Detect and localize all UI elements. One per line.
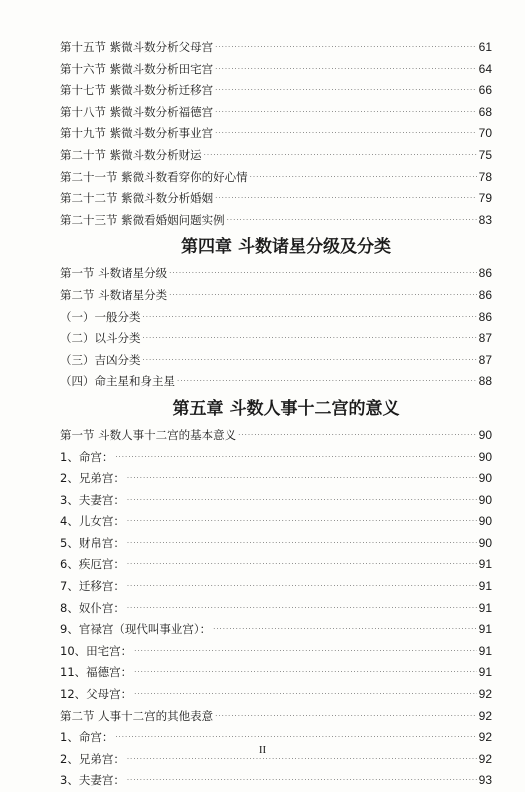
chapter-4-heading: 第四章 斗数诸星分级及分类 xyxy=(181,237,391,258)
dot-leader xyxy=(134,662,477,684)
dot-leader xyxy=(215,123,476,145)
toc-entry-title: （三）吉凶分类 xyxy=(60,352,141,367)
dot-leader xyxy=(143,328,477,350)
toc-entry-page: 68 xyxy=(478,104,492,119)
toc-entry xyxy=(60,145,492,167)
toc-entry-page: 61 xyxy=(478,40,492,54)
toc-group-chapter3-tail xyxy=(60,37,492,231)
toc-entry xyxy=(60,490,492,512)
toc-entry xyxy=(60,770,492,792)
dot-leader xyxy=(127,468,477,490)
toc-entry-title: 12、父母宫： xyxy=(60,687,133,702)
toc-entry xyxy=(60,263,492,285)
toc-entry-title: 5、财帛宫： xyxy=(60,535,125,550)
toc-entry-page: 92 xyxy=(478,708,492,723)
toc-entry xyxy=(60,371,492,393)
toc-entry xyxy=(60,59,492,81)
toc-entry-title: 1、命宫： xyxy=(60,449,114,464)
dot-leader xyxy=(204,145,477,167)
dot-leader xyxy=(238,425,476,447)
toc-entry-page: 86 xyxy=(478,309,492,324)
toc-entry-page: 88 xyxy=(478,374,492,389)
dot-leader xyxy=(169,285,476,307)
toc-entry-title: 第二十二节 紫微斗数分析婚姻 xyxy=(60,191,214,206)
toc-entry xyxy=(60,598,492,620)
toc-entry-title: （一）一般分类 xyxy=(60,309,141,324)
toc-entry-page: 90 xyxy=(478,471,492,486)
toc-entry-page: 83 xyxy=(478,212,492,227)
dot-leader xyxy=(127,533,477,555)
toc-entry-title: 6、疾厄宫： xyxy=(60,557,125,572)
toc-entry-page: 78 xyxy=(478,169,492,184)
toc-entry-page: 91 xyxy=(478,557,492,572)
toc-entry xyxy=(60,350,492,372)
toc-entry-page: 90 xyxy=(478,514,492,529)
toc-entry-title: 第二十节 紫微斗数分析财运 xyxy=(60,147,202,162)
toc-entry xyxy=(60,554,492,576)
toc-entry-page: 90 xyxy=(478,449,492,464)
toc-entry xyxy=(60,425,492,447)
toc-entry-page: 90 xyxy=(478,492,492,507)
toc-entry-page: 75 xyxy=(478,147,492,162)
toc-entry-page: 70 xyxy=(478,126,492,141)
dot-leader xyxy=(215,706,476,728)
toc-entry-title: 2、兄弟宫： xyxy=(60,751,125,766)
toc-entry xyxy=(60,619,492,641)
toc-entry-title: 3、夫妻宫： xyxy=(60,773,125,788)
toc-entry-title: 第二十一节 紫微斗数看穿你的好心情 xyxy=(60,169,248,184)
toc-entry-title: 第十九节 紫微斗数分析事业宫 xyxy=(60,126,214,141)
toc-entry-page: 66 xyxy=(478,83,492,98)
toc-entry-title: 11、福德宫： xyxy=(60,665,133,680)
dot-leader xyxy=(127,554,477,576)
toc-entry xyxy=(60,307,492,329)
dot-leader xyxy=(143,350,477,372)
toc-entry-page: 92 xyxy=(478,687,492,702)
toc-entry-page: 86 xyxy=(478,266,492,281)
toc-entry-title: 第十七节 紫微斗数分析迁移宫 xyxy=(60,83,214,98)
toc-entry-title: 第十六节 紫微斗数分析田宅宫 xyxy=(60,61,214,76)
toc-entry-title: 第十八节 紫微斗数分析福德宫 xyxy=(60,104,214,119)
toc-entry-page: 91 xyxy=(478,643,492,658)
toc-entry-page: 91 xyxy=(478,665,492,680)
toc-entry-title: 第二十三节 紫微看婚姻问题实例 xyxy=(60,212,225,227)
toc-entry-page: 90 xyxy=(478,427,492,442)
dot-leader xyxy=(127,576,477,598)
dot-leader xyxy=(127,598,477,620)
chapter-5-heading: 第五章 斗数人事十二宫的意义 xyxy=(172,398,400,419)
toc-entry-title: （四）命主星和身主星 xyxy=(60,374,175,389)
toc-entry-page: 92 xyxy=(478,751,492,766)
dot-leader xyxy=(215,80,476,102)
toc-entry xyxy=(60,511,492,533)
dot-leader xyxy=(215,59,476,81)
toc-entry-page: 79 xyxy=(478,191,492,206)
dot-leader xyxy=(250,167,477,189)
toc-entry xyxy=(60,662,492,684)
dot-leader xyxy=(177,371,477,393)
page-number: II xyxy=(258,744,267,756)
toc-entry-page: 87 xyxy=(478,352,492,367)
toc-entry-page: 64 xyxy=(478,61,492,76)
toc-entry-title: 第一节 斗数人事十二宫的基本意义 xyxy=(60,427,237,442)
toc-entry xyxy=(60,684,492,706)
toc-entry xyxy=(60,188,492,210)
toc-entry-page: 91 xyxy=(478,579,492,594)
dot-leader xyxy=(127,770,477,792)
toc-entry-title: 第二节 斗数诸星分类 xyxy=(60,287,168,302)
toc-entry xyxy=(60,576,492,598)
toc-entry xyxy=(60,167,492,189)
toc-entry-page: 91 xyxy=(478,600,492,615)
toc-entry-title: 第一节 斗数诸星分级 xyxy=(60,266,168,281)
dot-leader xyxy=(227,210,477,232)
toc-entry-title: 9、官禄宫（现代叫事业宫）： xyxy=(60,622,212,637)
dot-leader xyxy=(143,307,477,329)
toc-entry xyxy=(60,123,492,145)
toc-entry xyxy=(60,80,492,102)
toc-entry-title: 4、儿女宫： xyxy=(60,514,125,529)
toc-entry-title: 8、奴仆宫： xyxy=(60,600,125,615)
toc-entry xyxy=(60,328,492,350)
toc-entry-page: 91 xyxy=(478,622,492,637)
dot-leader xyxy=(134,684,477,706)
toc-entry-title: 第十五节 紫微斗数分析父母宫 xyxy=(60,40,214,54)
toc-entry xyxy=(60,37,492,59)
dot-leader xyxy=(127,490,477,512)
dot-leader xyxy=(215,188,476,210)
dot-leader xyxy=(215,102,476,124)
toc-entry-title: 10、田宅宫： xyxy=(60,643,133,658)
dot-leader xyxy=(134,641,477,663)
dot-leader xyxy=(215,37,476,59)
toc-entry-page: 92 xyxy=(478,730,492,745)
dot-leader xyxy=(127,511,477,533)
toc-entry-page: 86 xyxy=(478,287,492,302)
toc-entry-title: 2、兄弟宫： xyxy=(60,471,125,486)
toc-entry xyxy=(60,285,492,307)
toc-entry-title: （二）以斗分类 xyxy=(60,331,141,346)
toc-entry xyxy=(60,447,492,469)
toc-group-chapter4 xyxy=(60,263,492,393)
toc-entry-page: 87 xyxy=(478,331,492,346)
toc-entry-title: 第二节 人事十二宫的其他表意 xyxy=(60,708,214,723)
toc-entry xyxy=(60,210,492,232)
toc-entry xyxy=(60,533,492,555)
toc-entry-page: 90 xyxy=(478,535,492,550)
toc-entry xyxy=(60,706,492,728)
dot-leader xyxy=(115,447,476,469)
toc-entry-page: 93 xyxy=(478,773,492,788)
toc-entry xyxy=(60,468,492,490)
dot-leader xyxy=(213,619,477,641)
toc-entry xyxy=(60,641,492,663)
toc-group-chapter5 xyxy=(60,425,492,792)
toc-entry-title: 1、命宫： xyxy=(60,730,114,745)
toc-entry-title: 7、迁移宫： xyxy=(60,579,125,594)
toc-entry xyxy=(60,102,492,124)
toc-entry-title: 3、夫妻宫： xyxy=(60,492,125,507)
dot-leader xyxy=(169,263,476,285)
table-of-contents xyxy=(60,37,492,792)
